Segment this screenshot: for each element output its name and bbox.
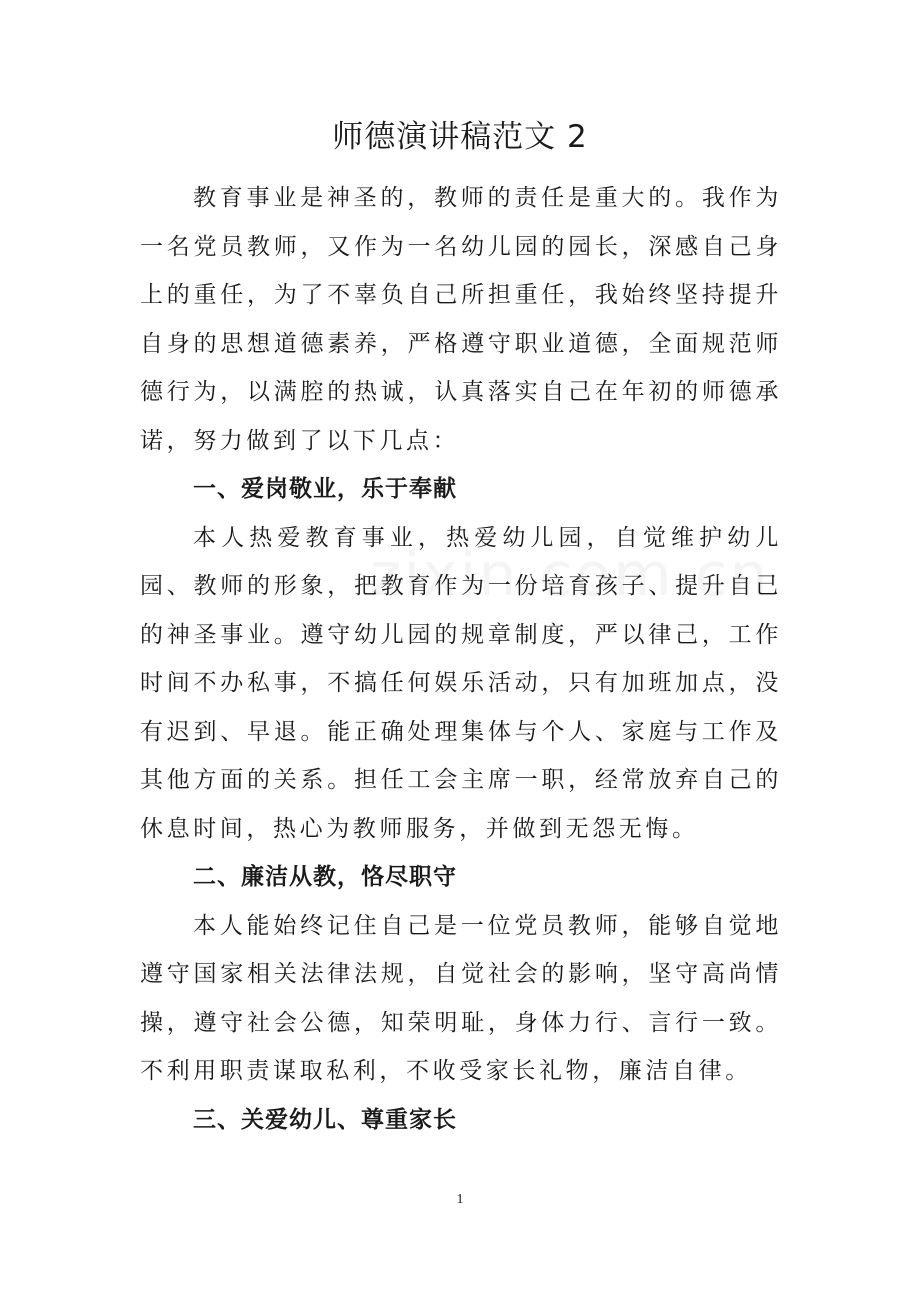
intro-paragraph: 教育事业是神圣的，教师的责任是重大的。我作为一名党员教师，又作为一名幼儿园的园长，深感自己身上的重任，为了不辜负自己所担重任，我始终坚持提升自身的思想道德素养，严格遵守职业道德，全面规范师德行为，以满腔的热诚，认真落实自己在年初的师德承诺，努力做到了以下几点： xyxy=(140,185,782,454)
section-heading-2: 二、廉洁从教，恪尽职守 xyxy=(193,864,457,890)
section-heading-1: 一、爱岗敬业，乐于奉献 xyxy=(193,476,457,502)
section-paragraph-2: 本人能始终记住自己是一位党员教师，能够自觉地遵守国家相关法律法规，自觉社会的影响，坚守高尚情操，遵守社会公德，知荣明耻，身体力行、言行一致。不利用职责谋取私利，不收受家长礼物，廉洁自律。 xyxy=(140,912,782,1084)
section-heading-3: 三、关爱幼儿、尊重家长 xyxy=(193,1106,457,1133)
document-title: 师德演讲稿范文 2 xyxy=(332,119,588,155)
page-number: 1 xyxy=(456,1192,464,1207)
section-paragraph-1: 本人热爱教育事业，热爱幼儿园，自觉维护幼儿园、教师的形象，把教育作为一份培育孩子、提升自己的神圣事业。遵守幼儿园的规章制度，严以律己，工作时间不办私事，不搞任何娱乐活动，只有加班加点，没有迟到、早退。能正确处理集体与个人、家庭与工作及其他方面的关系。担任工会主席一职，经常放弃自己的休息时间，热心为教师服务，并做到无怨无悔。 xyxy=(140,524,782,842)
document-body xyxy=(140,174,782,1144)
